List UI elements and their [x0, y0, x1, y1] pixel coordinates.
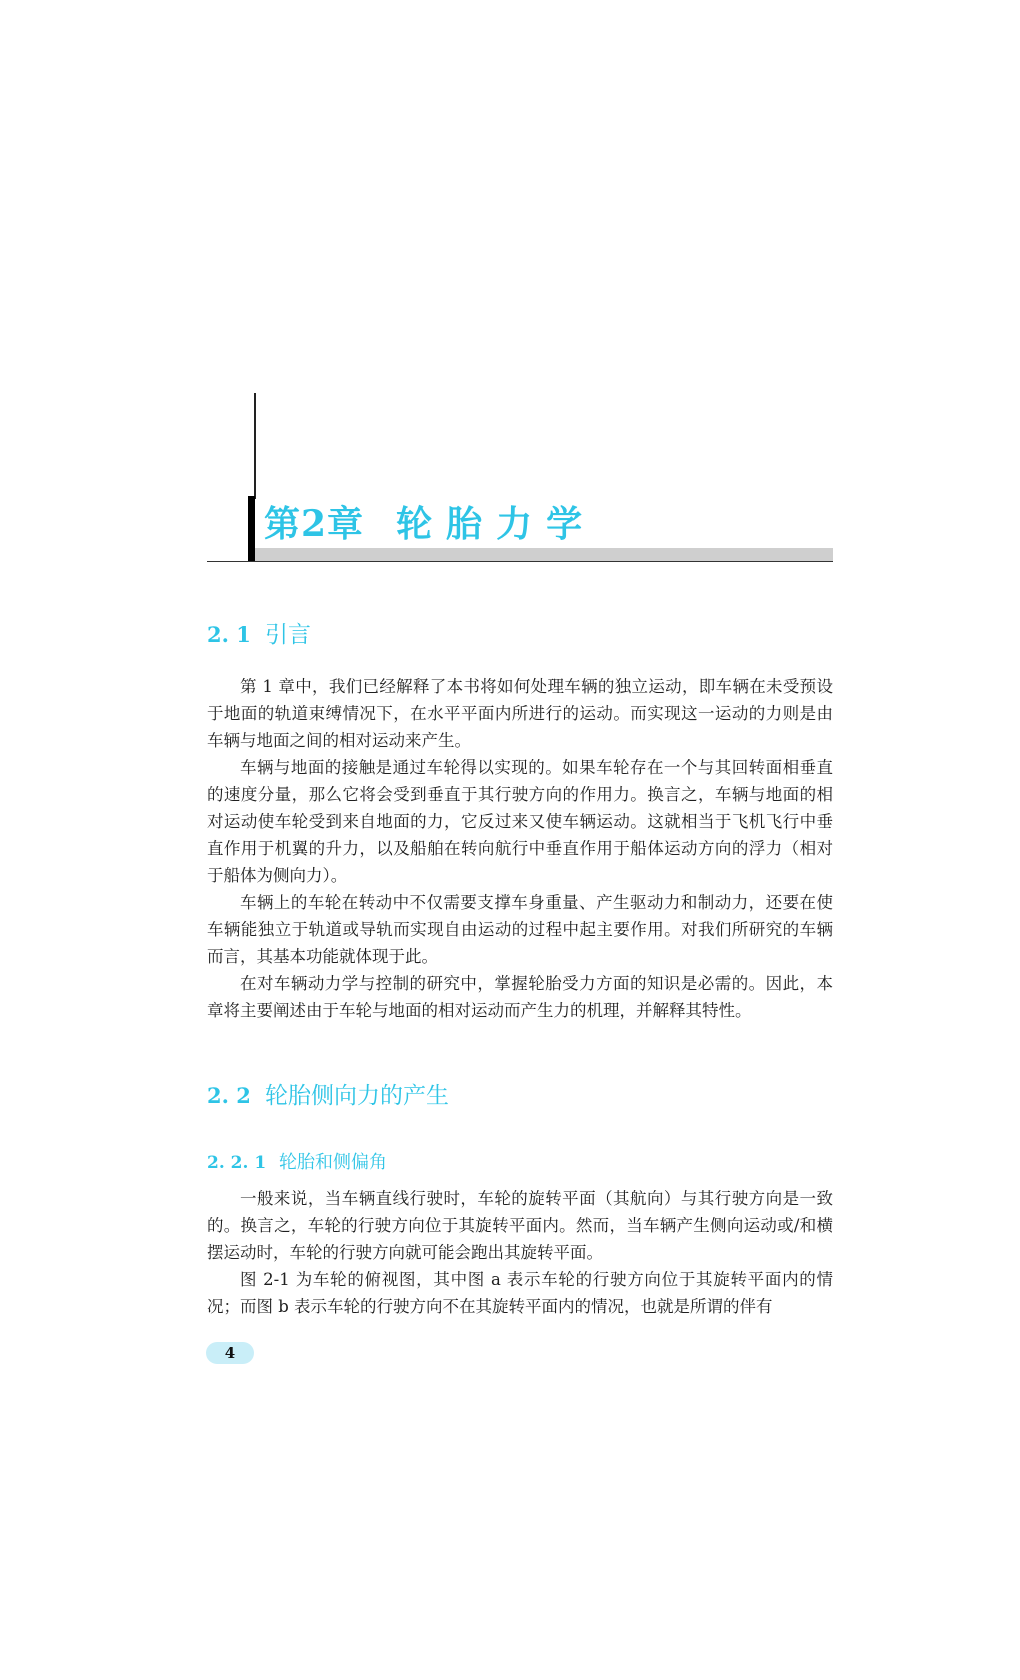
chapter-vertical-bar	[248, 496, 255, 562]
chapter-name: 轮胎力学	[396, 503, 597, 545]
subsection-title: 轮胎和侧偏角	[279, 1152, 387, 1173]
paragraph: 车辆上的车轮在转动中不仅需要支撑车身重量、产生驱动力和制动力，还要在使车辆能独立于轨道或导轨而实现自由运动的过程中起主要作用。对我们所研究的车辆而言，其基本功能就体现于此。	[207, 893, 833, 966]
paragraph: 车辆与地面的接触是通过车轮得以实现的。如果车轮存在一个与其回转面相垂直的速度分量，那么它将会受到垂直于其行驶方向的作用力。换言之，车辆与地面的相对运动使车轮受到来自地面的力，它反过来又使车辆运动。这就相当于飞机飞行中垂直作用于机翼的升力，以及船舶在转向航行中垂直作用于船体运动方向的浮力（相对于船体为侧向力）。	[207, 758, 833, 885]
paragraph: 在对车辆动力学与控制的研究中，掌握轮胎受力方面的知识是必需的。因此，本章将主要阐述由于车轮与地面的相对运动而产生力的机理，并解释其特性。	[207, 974, 833, 1020]
chapter-header-band	[255, 548, 833, 562]
section-title: 轮胎侧向力的产生	[265, 1083, 449, 1109]
chapter-title	[264, 496, 596, 547]
subsection-number: 2. 2. 1	[207, 1153, 267, 1173]
section-heading-2-2	[207, 1077, 449, 1110]
section-heading-2-1	[207, 616, 311, 649]
intro-body-text	[207, 673, 833, 1024]
chapter-number: 第2章	[264, 503, 365, 545]
paragraph: 一般来说，当车辆直线行驶时，车轮的旋转平面（其航向）与其行驶方向是一致的。换言之，车轮的行驶方向位于其旋转平面内。然而，当车辆产生侧向运动或/和横摆运动时，车轮的行驶方向就可能会跑出其旋转平面。	[207, 1189, 833, 1262]
chapter-vertical-line	[254, 393, 256, 499]
tire-body-text	[207, 1185, 833, 1320]
section-title: 引言	[265, 622, 311, 648]
section-number: 2. 2	[207, 1083, 251, 1108]
paragraph: 图 2-1 为车轮的俯视图，其中图 a 表示车轮的行驶方向位于其旋转平面内的情况；而图 b 表示车轮的行驶方向不在其旋转平面内的情况，也就是所谓的伴有	[207, 1270, 833, 1316]
subsection-heading-2-2-1	[207, 1148, 387, 1174]
page-number: 4	[206, 1342, 254, 1364]
section-number: 2. 1	[207, 622, 251, 647]
chapter-header-rule	[207, 561, 833, 562]
paragraph: 第 1 章中，我们已经解释了本书将如何处理车辆的独立运动，即车辆在未受预设于地面的轨道束缚情况下，在水平平面内所进行的运动。而实现这一运动的力则是由车辆与地面之间的相对运动来产生。	[207, 677, 833, 750]
